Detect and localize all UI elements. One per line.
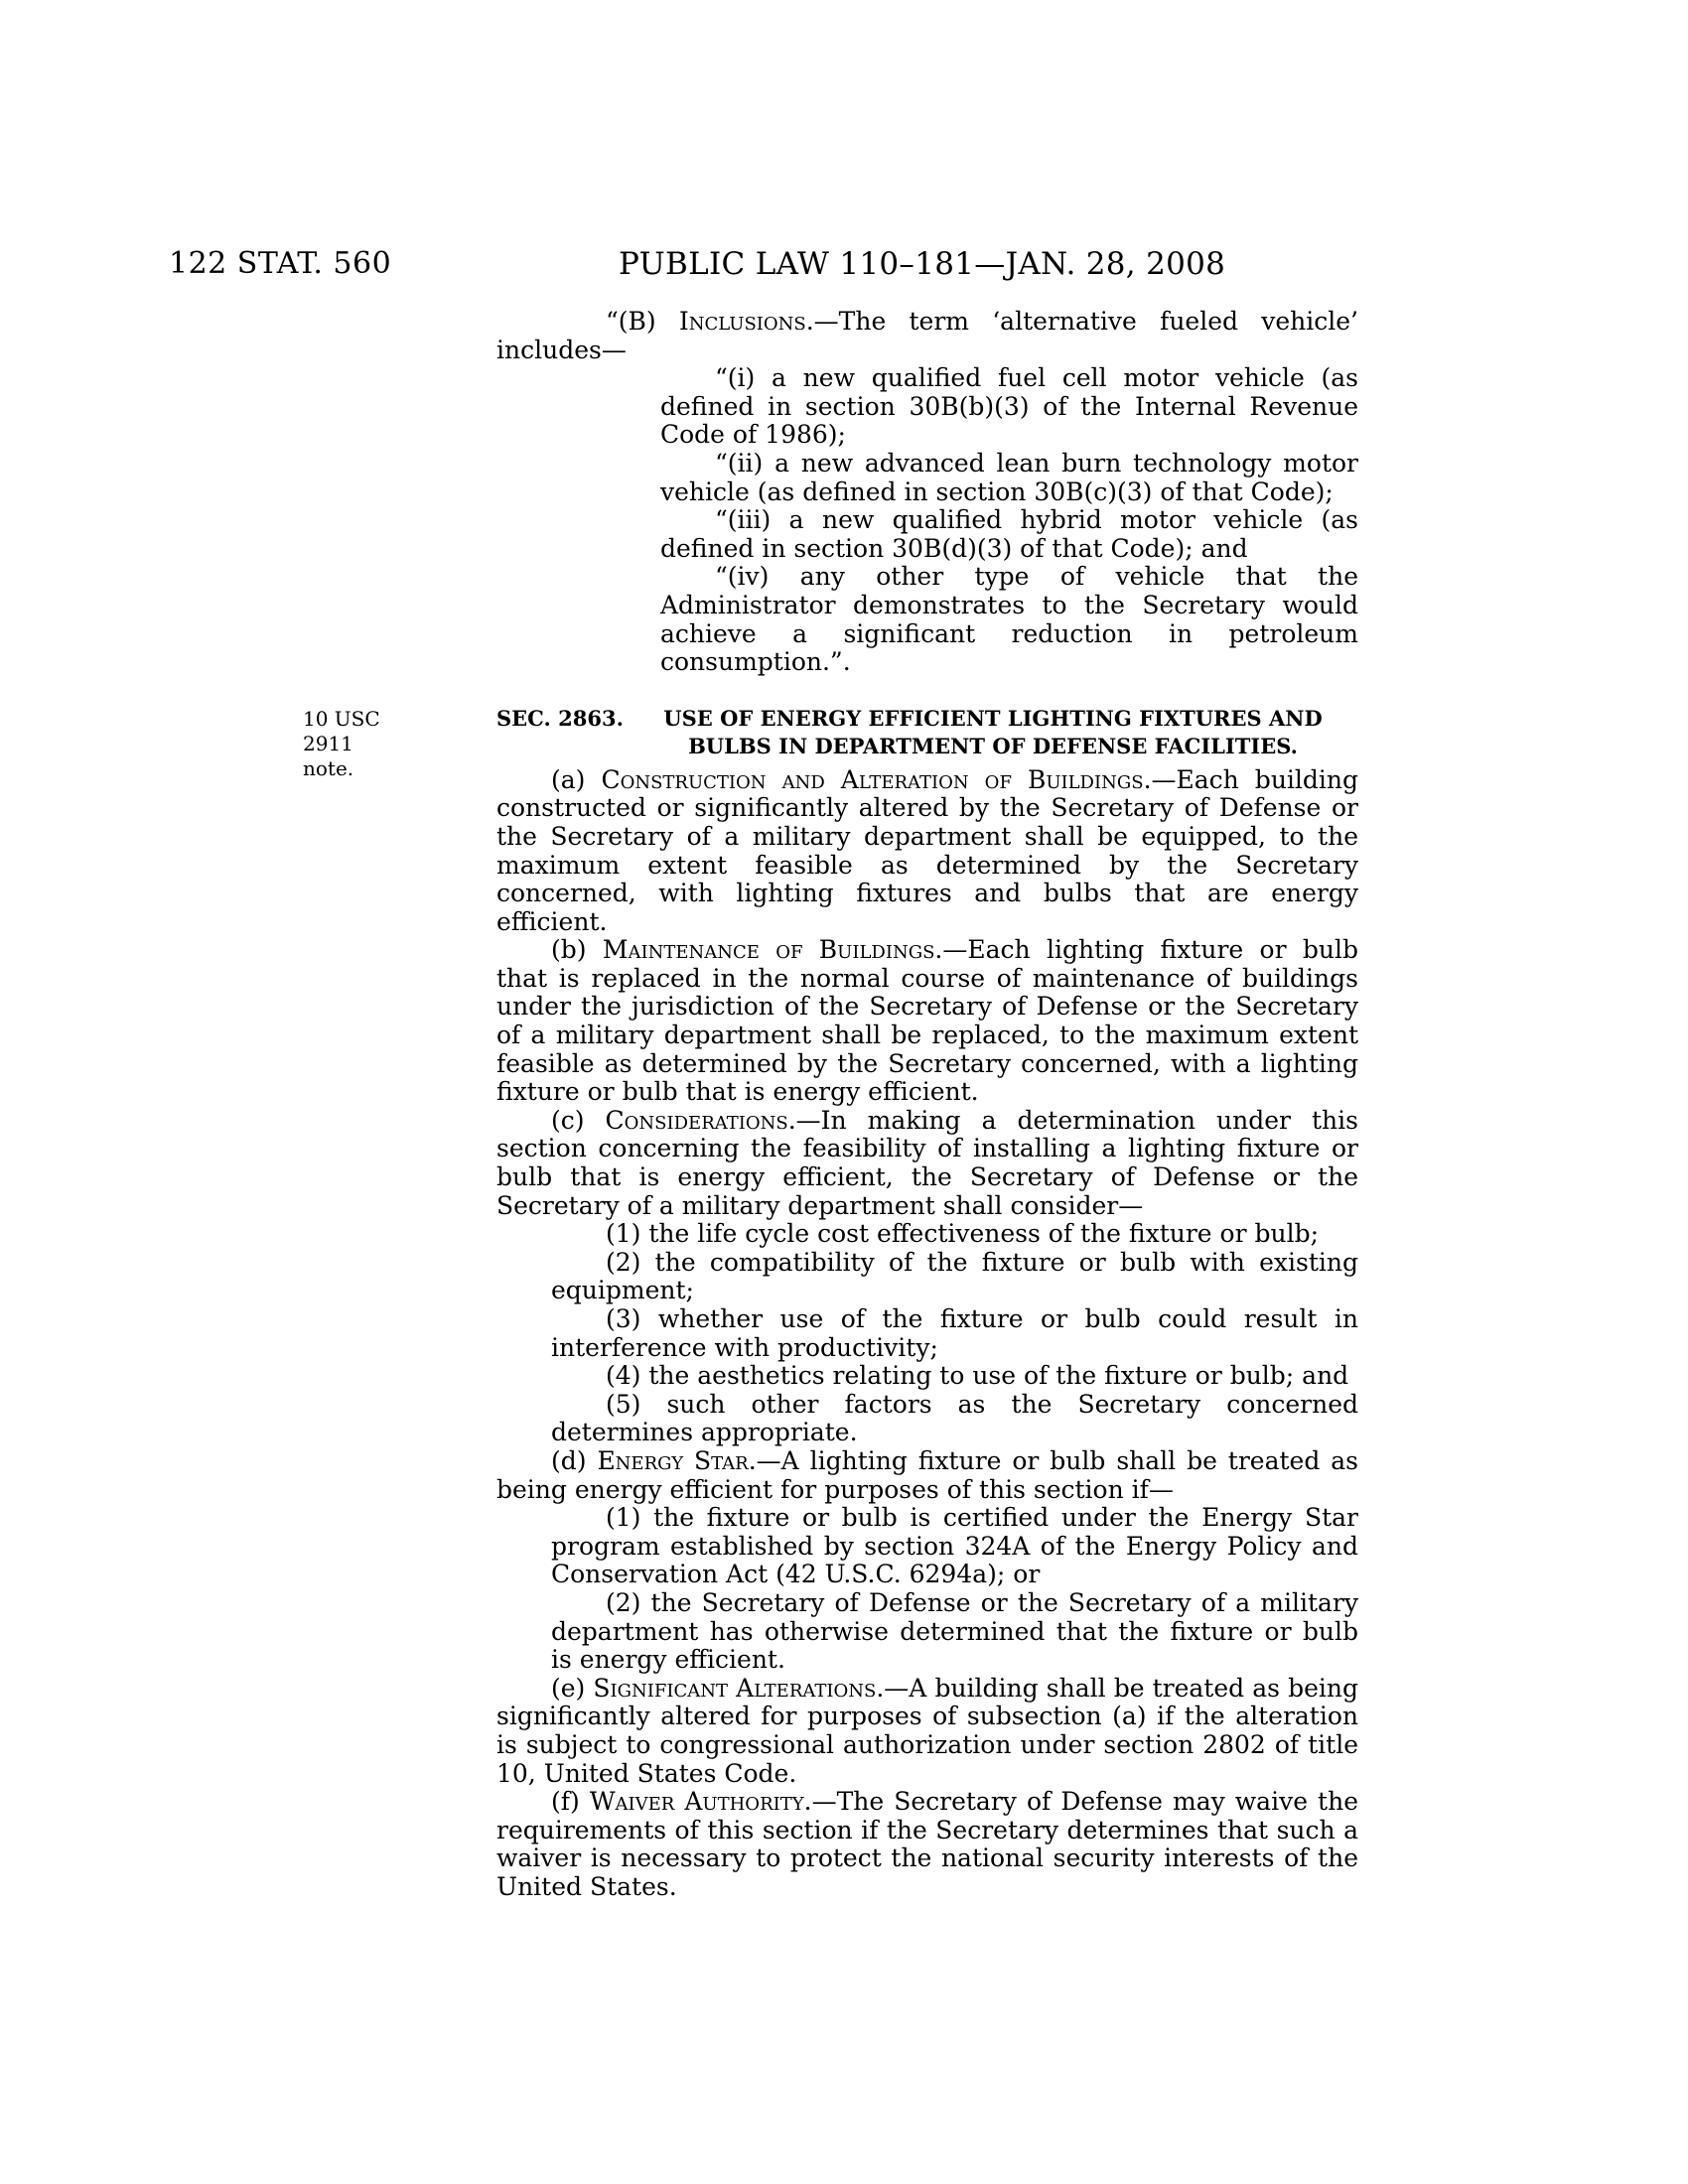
section-title (628, 705, 1358, 760)
clause-i: “(i) a new qualified fuel cell motor vehicle (as defined in section 30B(b)(3) of the Internal Revenue Code of 1986); (660, 363, 1358, 450)
subsection-d-item-2: (2) the Secretary of Defense or the Secretary of a military department has otherwise determined that the fixture or bulb is energy efficient. (551, 1587, 1358, 1675)
clause-ii: “(ii) a new advanced lean burn technology motor vehicle (as defined in section 30B(c)(3) of that Code); (660, 448, 1358, 506)
section-title-line2: BULBS IN DEPARTMENT OF DEFENSE FACILITIES. (688, 733, 1298, 758)
subsection-c-item-3: (3) whether use of the fixture or bulb could result in interference with productivity; (551, 1304, 1358, 1362)
margin-citation-note (303, 707, 422, 781)
subsection-f-heading: Waiver Authority (589, 1787, 804, 1817)
paragraph-inclusions: “(B) Inclusions.—The term ‘alternative fueled vehicle’ includes— (496, 307, 1359, 364)
subsection-c-item-2: (2) the compatibility of the fixture or bulb with existing equipment; (551, 1247, 1358, 1305)
section-title-line1: USE OF ENERGY EFFICIENT LIGHTING FIXTURES AND (663, 705, 1323, 731)
section-number: SEC. 2863. (496, 705, 624, 731)
subsection-d: (d) Energy Star.—A lighting fixture or bulb shall be treated as being energy efficient for purposes of this section if— (496, 1445, 1358, 1504)
subsection-c: (c) Considerations.—In making a determination under this section concerning the feasibility of installing a lighting fixture or bulb that is energy efficient, the Secretary of Defense or the Secretary of a military department shall consider— (496, 1105, 1358, 1220)
subsection-a: (a) Construction and Alteration of Buildings.—Each building constructed or significantly altered by the Secretary of Defense or the Secretary of a military department shall be equipped, to the maximum extent feasible as determined by the Secretary concerned, with lighting fixtures and bulbs that are energy efficient. (496, 764, 1359, 936)
subsection-d-item-1: (1) the fixture or bulb is certified under the Energy Star program established by section 324A of the Energy Policy and Conservation Act (42 U.S.C. 6294a); or (551, 1503, 1358, 1589)
clause-iii: “(iii) a new qualified hybrid motor vehicle (as defined in section 30B(d)(3) of that Code); and (660, 505, 1358, 563)
subsection-e-heading: Significant Alterations (593, 1673, 877, 1703)
subsection-c-item-5: (5) such other factors as the Secretary concerned determines appropriate. (551, 1389, 1358, 1447)
page-stat-number: 122 STAT. 560 (169, 246, 392, 281)
subsection-b: (b) Maintenance of Buildings.—Each lighting fixture or bulb that is replaced in the normal course of maintenance of buildings under the jurisdiction of the Secretary of Defense or the Secretary of a military department shall be replaced, to the maximum extent feasible as determined by the Secretary concerned, with a lighting fixture or bulb that is energy efficient. (496, 935, 1358, 1107)
subsection-f: (f) Waiver Authority.—The Secretary of Defense may waive the requirements of this section if the Secretary determines that such a waiver is necessary to protect the national security interests of the United States. (496, 1787, 1358, 1901)
subsection-e: (e) Significant Alterations.—A building shall be treated as being significantly altered for purposes of subsection (a) if the alteration is subject to congressional authorization under section 2802 of title 10, United States Code. (496, 1673, 1358, 1788)
section-heading (496, 705, 1358, 760)
margin-note-line1: 10 USC 2911 (303, 706, 380, 755)
subsection-a-heading: Construction and Alteration of Buildings (601, 764, 1144, 794)
clause-iv: “(iv) any other type of vehicle that the Administrator demonstrates to the Secretary would achieve a significant reduction in petroleum consumption.”. (660, 562, 1358, 677)
subsection-c-heading: Considerations (605, 1105, 788, 1135)
subsection-c-item-4: (4) the aesthetics relating to use of the fixture or bulb; and (606, 1361, 1349, 1391)
subsection-b-heading: Maintenance of Buildings (602, 935, 935, 965)
margin-note-line2: note. (303, 755, 354, 780)
subsection-c-item-1: (1) the life cycle cost effectiveness of the fixture or bulb; (606, 1219, 1320, 1249)
inclusions-heading: Inclusions (678, 307, 806, 336)
document-body (496, 308, 1358, 1901)
subsection-d-heading: Energy Star (597, 1445, 749, 1475)
page-running-title: PUBLIC LAW 110–181—JAN. 28, 2008 (619, 246, 1226, 282)
